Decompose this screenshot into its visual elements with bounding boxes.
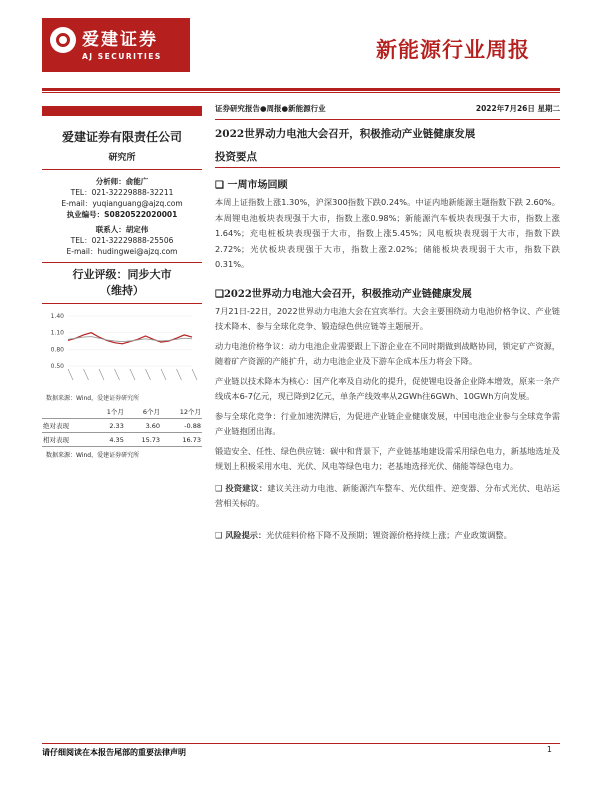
table-header: 1个月: [91, 405, 125, 419]
risk-text: 光伏硅料价格下降不及预期；锂资源价格持续上涨；产业政策调整。: [266, 529, 512, 540]
table-header: [42, 405, 91, 419]
x-tick-mark: [84, 369, 89, 380]
company-logo: [42, 18, 190, 72]
risk-label: ❑ 风险提示：: [215, 529, 267, 540]
rating-line1: 行业评级：同步大市: [72, 268, 172, 281]
logo-cn-text: 爱建证券: [82, 30, 158, 50]
header-divider: [42, 88, 560, 91]
logo-en-text: AJ SECURITIES: [82, 52, 162, 61]
series-line-0: [68, 333, 192, 344]
report-meta: [215, 103, 560, 117]
section-invest-points: 投资要点: [215, 149, 560, 168]
row-label: 绝对表现: [42, 419, 91, 433]
x-tick-mark: [68, 369, 73, 380]
sidebar-top-bar: [42, 106, 202, 116]
report-date: 2022年7月26日 星期二: [475, 104, 560, 113]
analyst-info: [42, 176, 202, 257]
contact-email[interactable]: E-mail：hudingwei@ajzq.com: [66, 247, 178, 256]
para-market-review: 本周上证指数上涨1.30%，沪深300指数下跌0.24%。中证内地新能源主题指数下跌 2.60%。本周锂电池板块表现强于大市，指数上涨0.98%；新能源汽车板块表现强于大市，指数上涨1.64%；充电桩板块表现强于大市，指数上涨5.45%；风电板块表现弱于大市，指数下跌2.72%；光伏板块表现强于大市，指数上涨2.02%；储能板块表现弱于大市，指数下跌0.31%。: [215, 197, 560, 269]
report-title: 2022世界动力电池大会召开，积极推动产业链健康发展: [215, 128, 476, 140]
meta-divider: [215, 119, 560, 120]
y-tick-label: 1.10: [50, 329, 64, 337]
index-chart: [42, 310, 202, 402]
rating-line2: （维持）: [100, 284, 144, 297]
risk-warning: [215, 528, 560, 544]
y-tick-label: 0.50: [50, 363, 64, 370]
index-chart-svg: [42, 310, 202, 388]
analyst-license: 执业编号：S0820522020001: [66, 210, 178, 219]
sidebar: [42, 106, 202, 459]
contact-name: 联系人：胡定伟: [95, 225, 149, 234]
table-source: 数据来源：Wind，爱建证券研究所: [46, 452, 140, 459]
table-row: [42, 419, 202, 433]
x-tick-mark: [99, 369, 104, 380]
table-cell: 4.35: [91, 433, 125, 447]
contact-tel: TEL：021-32229888-25506: [70, 236, 174, 245]
x-tick-mark: [177, 369, 182, 380]
advice-text: 建议关注动力电池、新能源汽车整车、光伏组件、逆变器、分布式光伏、电站运营相关标的。: [215, 482, 560, 508]
x-tick-mark: [146, 369, 151, 380]
footer-disclaimer: 请仔细阅读在本报告尾部的重要法律声明: [42, 748, 186, 757]
main-content: [215, 103, 560, 543]
para-global-competition: 参与全球化竞争：行业加速洗牌后，为促进产业链企业健康发展，中国电池企业参与全球竞争需产业链抱团出海。: [215, 410, 560, 436]
table-header: 6个月: [125, 405, 161, 419]
table-cell: 16.73: [161, 433, 202, 447]
chart-source: 数据来源：Wind，爱建证券研究所: [46, 395, 140, 402]
page-number: 1: [546, 745, 552, 754]
analyst-tel: TEL：021-32229888-32211: [70, 188, 174, 197]
logo-emblem-icon: [50, 27, 76, 53]
header-divider-thin: [42, 92, 560, 93]
para-cost-reduction: 产业链以技术降本为核心：国产化率及自动化的提升，促使锂电设备企业降本增效，原来一条产线成本6-7亿元，现已降到2亿元，单条产线效率从2GWh往6GWh、10GWh方向发展。: [215, 375, 560, 401]
investment-advice: [215, 481, 560, 512]
industry-rating: [42, 262, 202, 304]
x-tick-mark: [192, 369, 197, 380]
report-category: 证券研究报告●周报●新能源行业: [215, 104, 326, 113]
footer-divider: [42, 743, 560, 744]
y-tick-label: 0.80: [50, 346, 64, 354]
performance-table: [42, 405, 202, 447]
para-price-dispute: 动力电池价格争议：动力电池企业需要跟上下游企业在不同时期做到战略协同，锁定矿产资源，随着矿产资源的产能扩升，动力电池企业及下游车企成本压力将会下降。: [215, 340, 560, 366]
x-tick-mark: [115, 369, 120, 380]
y-tick-label: 1.40: [50, 313, 64, 320]
advice-label: ❑ 投资建议：: [215, 482, 268, 493]
table-cell: -0.88: [161, 419, 202, 433]
row-label: 相对表现: [42, 433, 91, 447]
sidebar-dept: 研究所: [42, 150, 202, 170]
sidebar-company: 爱建证券有限责任公司: [61, 130, 182, 144]
x-tick-mark: [130, 369, 135, 380]
table-cell: 15.73: [125, 433, 161, 447]
table-header: 12个月: [161, 405, 202, 419]
analyst-name: 分析师：俞能广: [95, 177, 149, 186]
report-type-title: 新能源行业周报: [376, 37, 530, 62]
para-conference-intro: 7月21日-22日，2022世界动力电池大会在宜宾举行。大会主要围绕动力电池价格争议、产业链技术降本、参与全球化竞争、锻造绿色供应链等主题展开。: [215, 305, 560, 331]
subhead-market-review: ❑ 一周市场回顾: [215, 180, 288, 191]
table-header-row: [42, 405, 202, 419]
analyst-email[interactable]: E-mail：yuqianguang@ajzq.com: [61, 199, 183, 208]
table-cell: 3.60: [125, 419, 161, 433]
subhead-battery-conference: ❑2022世界动力电池大会召开，积极推动产业链健康发展: [215, 288, 472, 300]
x-tick-mark: [161, 369, 166, 380]
table-cell: 2.33: [91, 419, 125, 433]
table-row: [42, 433, 202, 447]
para-green-supply: 锻造安全、任性、绿色供应链：碳中和背景下，产业链基地建设需采用绿色电力，新基地选址及规划上积极采用水电、光伏、风电等绿色电力；老基地选择光伏、储能等绿色电力。: [215, 445, 560, 471]
